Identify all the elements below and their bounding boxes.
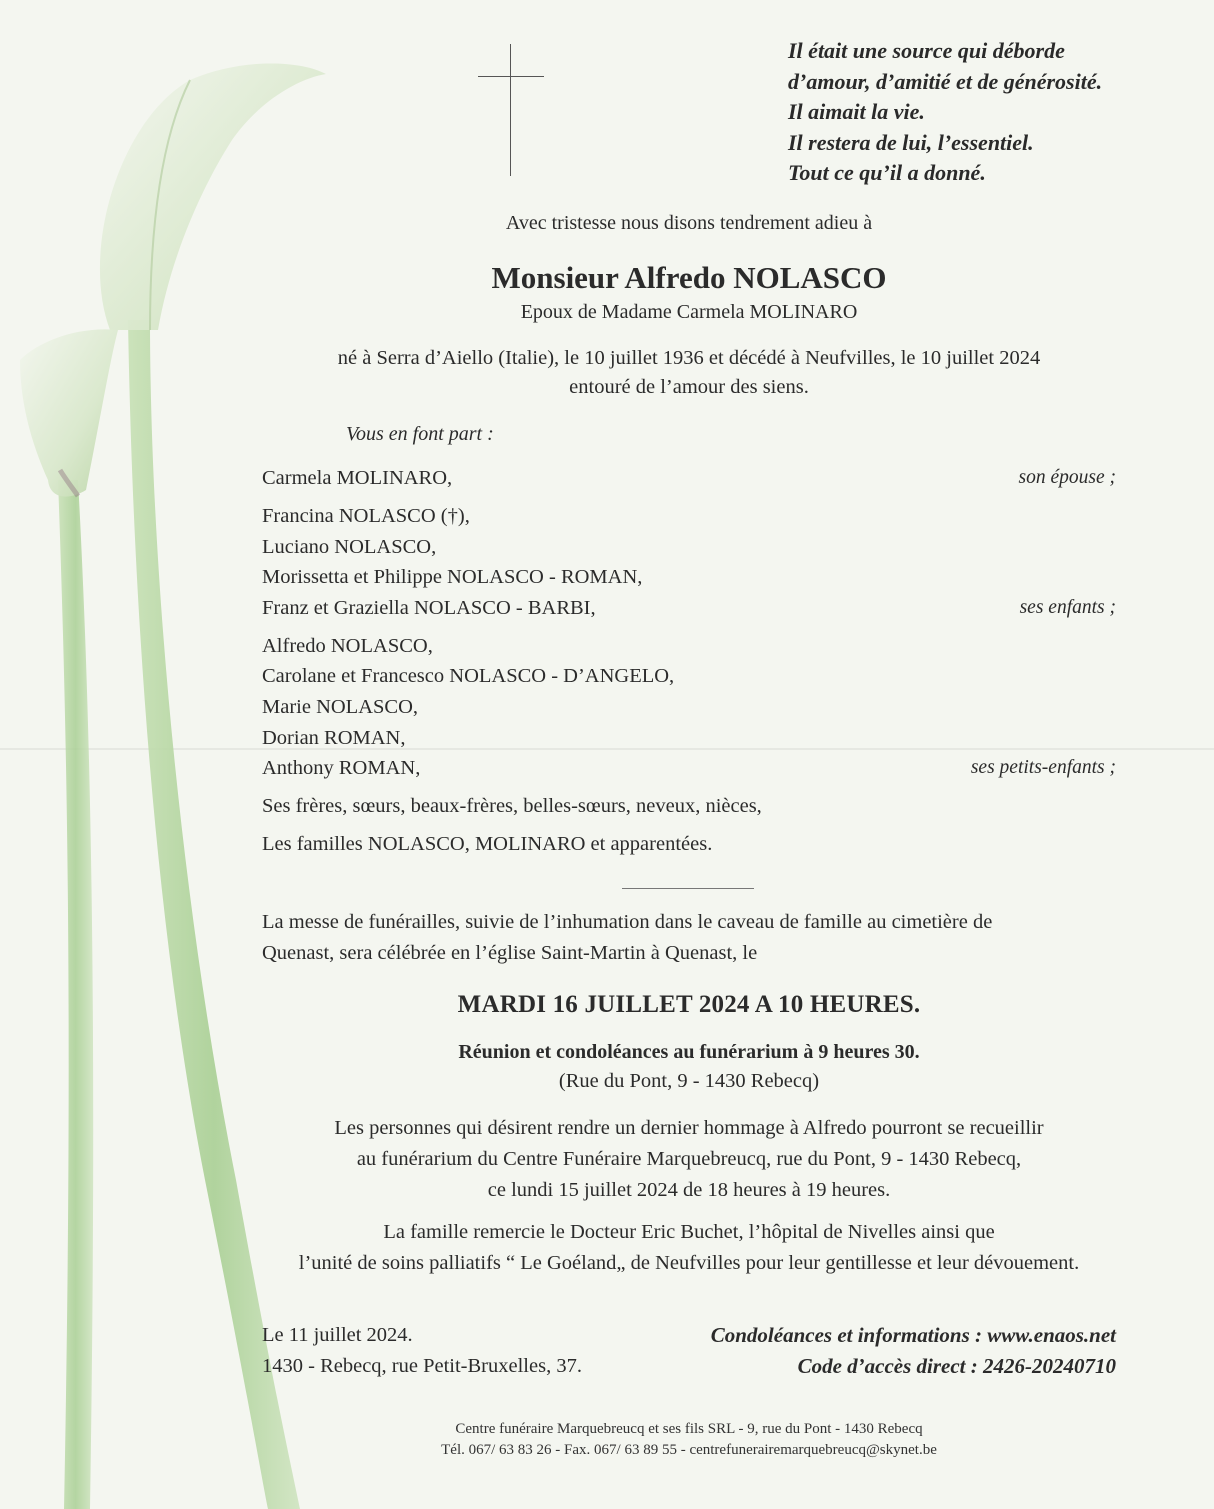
family-name: Ses frères, sœurs, beaux-frères, belles-sœurs, neveux, nièces,: [262, 795, 762, 817]
poem: [788, 36, 1102, 189]
family-row: [262, 833, 1116, 856]
family-row: [262, 795, 1116, 818]
thanks-line: l’unité de soins palliatifs “ Le Goéland„ de Neufvilles pour leur gentillesse et leur dévouement.: [298, 1252, 1080, 1274]
birth-line: né à Serra d’Aiello (Italie), le 10 juillet 1936 et décédé à Neufvilles, le 10 juillet 2024: [337, 347, 1041, 369]
hommage-line: ce lundi 15 juillet 2024 de 18 heures à 19 heures.: [487, 1179, 891, 1201]
hommage-line: Les personnes qui désirent rendre un dernier hommage à Alfredo pourront se recueillir: [334, 1117, 1044, 1139]
family-row: [262, 727, 1116, 750]
company-address: Centre funéraire Marquebreucq et ses fils SRL - 9, rue du Pont - 1430 Rebecq: [455, 1421, 923, 1437]
mass-line: La messe de funérailles, suivie de l’inhumation dans le caveau de famille au cimetière de: [262, 911, 993, 933]
announce-label: Vous en font part :: [346, 423, 494, 445]
funeral-date: MARDI 16 JUILLET 2024 A 10 HEURES.: [457, 991, 921, 1018]
notice-date: Le 11 juillet 2024.: [262, 1324, 413, 1346]
thanks-info: [0, 1217, 1214, 1279]
relation-label: ses petits-enfants ;: [970, 757, 1116, 778]
family-name: Luciano NOLASCO,: [262, 536, 437, 558]
poem-line: Il était une source qui déborde: [788, 38, 1065, 63]
birth-death-info: [0, 344, 1214, 402]
family-address: 1430 - Rebecq, rue Petit-Bruxelles, 37.: [262, 1355, 582, 1377]
family-name: Anthony ROMAN,: [262, 757, 421, 779]
mass-info: [262, 907, 1116, 969]
relation-label: son épouse ;: [1018, 467, 1116, 488]
family-name: Alfredo NOLASCO,: [262, 635, 433, 657]
condolences-info: [711, 1320, 1116, 1382]
cross-icon: [478, 44, 544, 176]
intro-text: Avec tristesse nous disons tendrement adieu à: [505, 212, 873, 234]
surrounded-line: entouré de l’amour des siens.: [569, 376, 809, 398]
condolences-link[interactable]: Condoléances et informations : www.enaos.net: [710, 1323, 1116, 1347]
family-name: Carmela MOLINARO,: [262, 467, 453, 489]
deceased-name: Monsieur Alfredo NOLASCO: [491, 260, 887, 295]
family-name: Marie NOLASCO,: [262, 696, 419, 718]
mass-line: Quenast, sera célébrée en l’église Saint-Martin à Quenast, le: [262, 942, 758, 964]
funerarium-address: (Rue du Pont, 9 - 1430 Rebecq): [558, 1070, 820, 1092]
hommage-line: au funérarium du Centre Funéraire Marquebreucq, rue du Pont, 9 - 1430 Rebecq,: [356, 1148, 1022, 1170]
family-row: [262, 696, 1116, 719]
relation-label: ses enfants ;: [1019, 597, 1116, 618]
family-row: [262, 536, 1116, 559]
family-name: Carolane et Francesco NOLASCO - D’ANGELO,: [262, 665, 675, 687]
hommage-info: [0, 1113, 1214, 1206]
family-row: [262, 665, 1116, 688]
poem-line: Il restera de lui, l’essentiel.: [788, 129, 1034, 155]
poem-line: Il aimait la vie.: [788, 99, 925, 124]
funeral-home-info: [0, 1419, 1214, 1461]
poem-line: Tout ce qu’il a donné.: [788, 160, 986, 185]
spouse-line: Epoux de Madame Carmela MOLINARO: [520, 301, 858, 323]
access-code: Code d’accès direct : 2426-20240710: [797, 1354, 1116, 1378]
thanks-line: La famille remercie le Docteur Eric Buchet, l’hôpital de Nivelles ainsi que: [383, 1221, 995, 1243]
reunion-line: Réunion et condoléances au funérarium à 9 heures 30.: [458, 1041, 920, 1063]
poem-line: d’amour, d’amitié et de générosité.: [788, 68, 1103, 94]
family-row: [262, 597, 1116, 620]
family-row: [262, 757, 1116, 780]
family-row: [262, 566, 1116, 589]
family-name: Franz et Graziella NOLASCO - BARBI,: [262, 597, 596, 619]
family-row: [262, 467, 1116, 490]
family-name: Francina NOLASCO (†),: [262, 505, 470, 527]
company-contact: Tél. 067/ 63 83 26 - Fax. 067/ 63 89 55 - centrefunerairemarquebreucq@skynet.be: [441, 1442, 937, 1458]
family-name: Les familles NOLASCO, MOLINARO et apparentées.: [262, 833, 713, 855]
family-name: Morissetta et Philippe NOLASCO - ROMAN,: [262, 566, 643, 588]
notice-date-address: [262, 1320, 582, 1382]
family-row: [262, 505, 1116, 528]
family-row: [262, 635, 1116, 658]
family-name: Dorian ROMAN,: [262, 727, 406, 749]
separator-line: [622, 888, 754, 889]
